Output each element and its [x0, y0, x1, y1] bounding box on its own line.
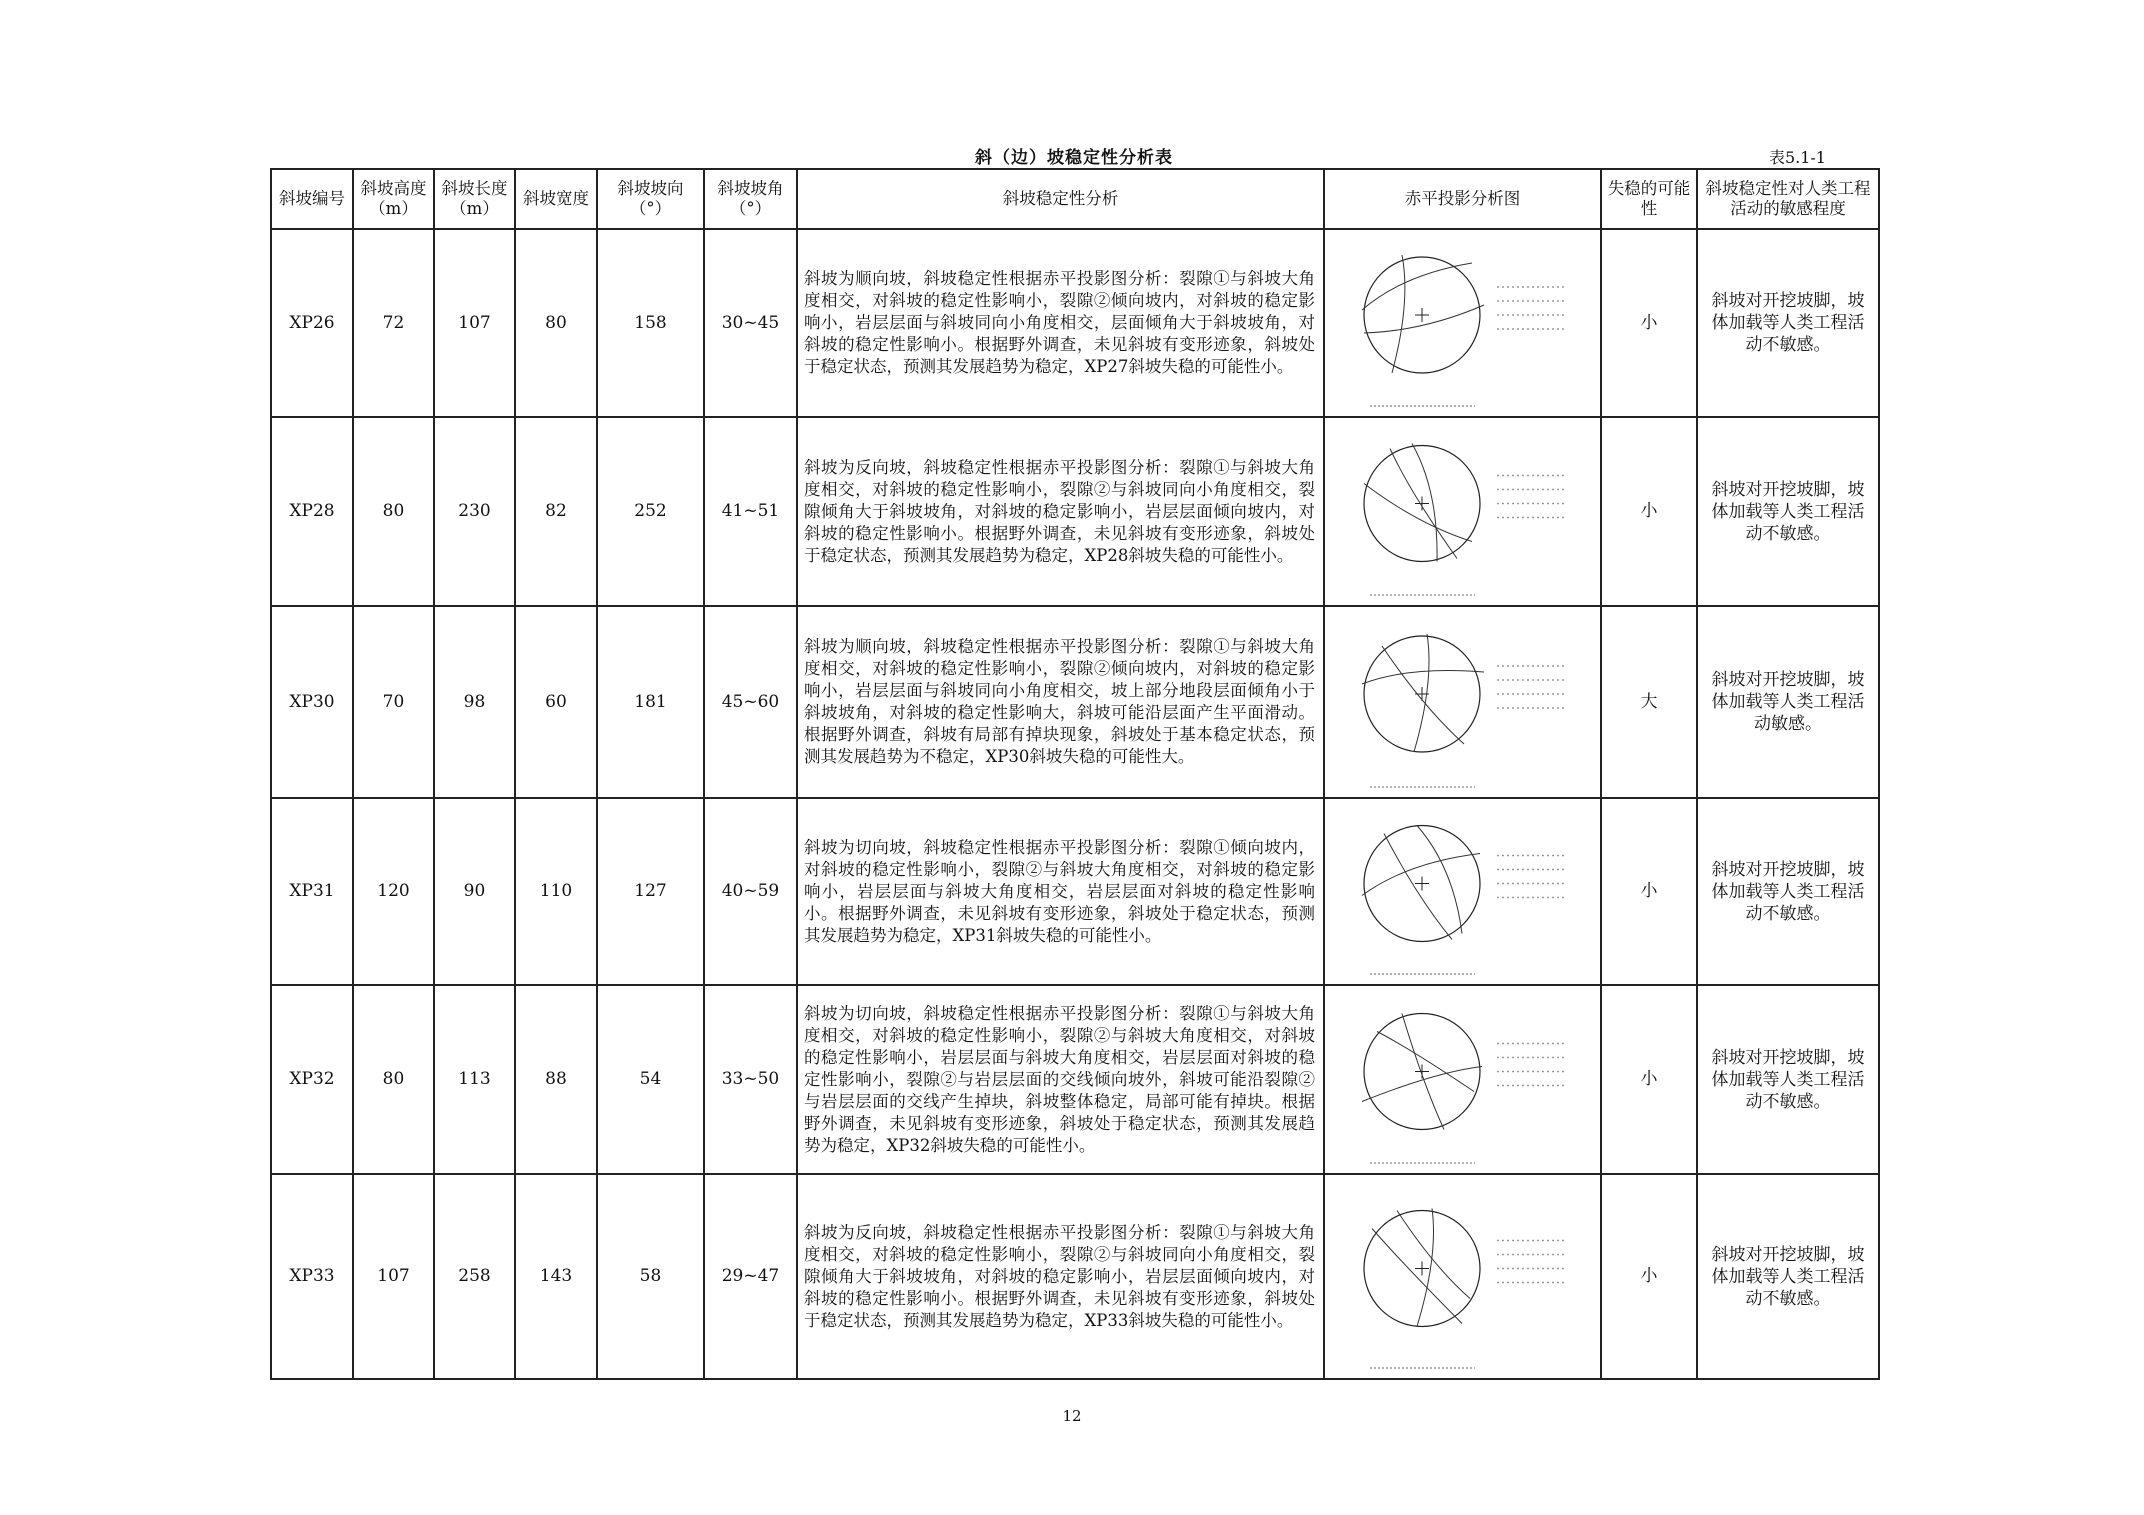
sensitivity-text: 斜坡对开挖坡脚，坡体加载等人类工程活动敏感。: [1697, 606, 1879, 798]
header-aspect: 斜坡坡向（°）: [597, 169, 704, 229]
slope-angle: 29~47: [704, 1174, 797, 1379]
stereonet-svg: [1325, 986, 1601, 1173]
table-row: [271, 798, 1879, 985]
failure-possibility: 小: [1601, 798, 1697, 985]
slope-id: XP32: [271, 985, 353, 1174]
slope-angle: 41~51: [704, 417, 797, 606]
slope-height: 107: [353, 1174, 434, 1379]
stability-analysis: 斜坡为反向坡，斜坡稳定性根据赤平投影图分析：裂隙①与斜坡大角度相交，对斜坡的稳定性影响小，裂隙②与斜坡同向小角度相交，裂隙倾角大于斜坡坡角，对斜坡的稳定影响小，岩层层面倾向坡内，对斜坡的稳定性影响小。根据野外调查，未见斜坡有变形迹象，斜坡处于稳定状态，预测其发展趋势为稳定，XP33斜坡失稳的可能性小。: [797, 1174, 1324, 1379]
slope-stability-table: [270, 168, 1880, 1380]
slope-height: 70: [353, 606, 434, 798]
stability-analysis: 斜坡为顺向坡，斜坡稳定性根据赤平投影图分析：裂隙①与斜坡大角度相交，对斜坡的稳定性影响小，裂隙②倾向坡内，对斜坡的稳定影响小，岩层层面与斜坡同向小角度相交，层面倾角大于斜坡坡角，对斜坡的稳定性影响小。根据野外调查，未见斜坡有变形迹象，斜坡处于稳定状态，预测其发展趋势为稳定，XP27斜坡失稳的可能性小。: [797, 229, 1324, 417]
header-possibility: 失稳的可能性: [1601, 169, 1697, 229]
stereonet-svg: [1325, 1175, 1601, 1378]
slope-aspect: 58: [597, 1174, 704, 1379]
great-circle: [1382, 646, 1464, 744]
great-circle: [1362, 671, 1484, 685]
header-slope-id: 斜坡编号: [271, 169, 353, 229]
slope-height: 80: [353, 985, 434, 1174]
great-circle: [1377, 1032, 1474, 1092]
sensitivity-text: 斜坡对开挖坡脚，坡体加载等人类工程活动不敏感。: [1697, 985, 1879, 1174]
header-width: 斜坡宽度: [515, 169, 597, 229]
table-row: [271, 1174, 1879, 1379]
slope-width: 60: [515, 606, 597, 798]
stability-analysis: 斜坡为反向坡，斜坡稳定性根据赤平投影图分析：裂隙①与斜坡大角度相交，对斜坡的稳定性影响小，裂隙②与斜坡同向小角度相交，裂隙倾角大于斜坡坡角，对斜坡的稳定影响小，岩层层面倾向坡内，对斜坡的稳定性影响小。根据野外调查，未见斜坡有变形迹象，斜坡处于稳定状态，预测其发展趋势为稳定，XP28斜坡失稳的可能性小。: [797, 417, 1324, 606]
stereonet-plot: [1324, 798, 1601, 985]
stereonet-svg: [1325, 607, 1601, 797]
slope-id: XP30: [271, 606, 353, 798]
header-sensitivity: 斜坡稳定性对人类工程活动的敏感程度: [1697, 169, 1879, 229]
slope-width: 88: [515, 985, 597, 1174]
header-length: 斜坡长度（m）: [434, 169, 515, 229]
slope-aspect: 252: [597, 417, 704, 606]
stereonet-svg: [1325, 230, 1601, 416]
slope-width: 143: [515, 1174, 597, 1379]
slope-width: 82: [515, 417, 597, 606]
slope-length: 113: [434, 985, 515, 1174]
failure-possibility: 小: [1601, 229, 1697, 417]
great-circle: [1362, 854, 1480, 896]
slope-aspect: 158: [597, 229, 704, 417]
slope-aspect: 127: [597, 798, 704, 985]
slope-angle: 45~60: [704, 606, 797, 798]
stereonet-plot: [1324, 606, 1601, 798]
slope-length: 107: [434, 229, 515, 417]
sensitivity-text: 斜坡对开挖坡脚，坡体加载等人类工程活动不敏感。: [1697, 798, 1879, 985]
header-angle: 斜坡坡角（°）: [704, 169, 797, 229]
slope-angle: 33~50: [704, 985, 797, 1174]
great-circle: [1412, 444, 1437, 562]
table-row: [271, 606, 1879, 798]
header-row: [271, 169, 1879, 229]
header-analysis: 斜坡稳定性分析: [797, 169, 1324, 229]
sensitivity-text: 斜坡对开挖坡脚，坡体加载等人类工程活动不敏感。: [1697, 229, 1879, 417]
slope-length: 98: [434, 606, 515, 798]
stereonet-plot: [1324, 1174, 1601, 1379]
slope-height: 72: [353, 229, 434, 417]
table-row: [271, 229, 1879, 417]
stereonet-svg: [1325, 418, 1601, 605]
slope-width: 110: [515, 798, 597, 985]
great-circle: [1364, 305, 1484, 333]
table-number: 表5.1-1: [1768, 148, 1826, 167]
stereonet-plot: [1324, 417, 1601, 606]
great-circle: [1384, 834, 1452, 940]
slope-id: XP31: [271, 798, 353, 985]
failure-possibility: 大: [1601, 606, 1697, 798]
slope-length: 90: [434, 798, 515, 985]
great-circle: [1372, 1229, 1462, 1324]
slope-height: 120: [353, 798, 434, 985]
great-circle: [1417, 826, 1462, 934]
table-title: 斜（边）坡稳定性分析表: [975, 148, 1173, 168]
stability-analysis: 斜坡为切向坡，斜坡稳定性根据赤平投影图分析：裂隙①倾向坡内，对斜坡的稳定性影响小，裂隙②与斜坡大角度相交，对斜坡的稳定影响小，岩层层面与斜坡大角度相交，岩层层面对斜坡的稳定性影响小。根据野外调查，未见斜坡有变形迹象，斜坡处于稳定状态，预测其发展趋势为稳定，XP31斜坡失稳的可能性小。: [797, 798, 1324, 985]
slope-angle: 30~45: [704, 229, 797, 417]
failure-possibility: 小: [1601, 1174, 1697, 1379]
slope-length: 258: [434, 1174, 515, 1379]
great-circle: [1417, 1209, 1434, 1327]
stereonet-plot: [1324, 985, 1601, 1174]
sensitivity-text: 斜坡对开挖坡脚，坡体加载等人类工程活动不敏感。: [1697, 1174, 1879, 1379]
slope-height: 80: [353, 417, 434, 606]
stability-analysis: 斜坡为切向坡，斜坡稳定性根据赤平投影图分析：裂隙①与斜坡大角度相交，对斜坡的稳定性影响小，裂隙②与斜坡大角度相交，对斜坡的稳定性影响小，岩层层面与斜坡大角度相交，岩层层面对斜坡的稳定性影响小，裂隙②与岩层层面的交线倾向坡外，斜坡可能沿裂隙②与岩层层面的交线产生掉块，斜坡整体稳定，局部可能有掉块。根据野外调查，未见斜坡有变形迹象，斜坡处于稳定状态，预测其发展趋势为稳定，XP32斜坡失稳的可能性小。: [797, 985, 1324, 1174]
great-circle: [1392, 255, 1405, 373]
failure-possibility: 小: [1601, 985, 1697, 1174]
slope-length: 230: [434, 417, 515, 606]
slope-aspect: 54: [597, 985, 704, 1174]
slope-aspect: 181: [597, 606, 704, 798]
header-height: 斜坡高度（m）: [353, 169, 434, 229]
failure-possibility: 小: [1601, 417, 1697, 606]
slope-angle: 40~59: [704, 798, 797, 985]
great-circle: [1362, 263, 1472, 310]
slope-width: 80: [515, 229, 597, 417]
table-row: [271, 985, 1879, 1174]
slope-id: XP33: [271, 1174, 353, 1379]
table-row: [271, 417, 1879, 606]
slope-id: XP28: [271, 417, 353, 606]
header-stereo: 赤平投影分析图: [1324, 169, 1601, 229]
slope-id: XP26: [271, 229, 353, 417]
page-number: 12: [1062, 1407, 1082, 1425]
stereonet-svg: [1325, 799, 1601, 984]
sensitivity-text: 斜坡对开挖坡脚，坡体加载等人类工程活动不敏感。: [1697, 417, 1879, 606]
stability-analysis: 斜坡为顺向坡，斜坡稳定性根据赤平投影图分析：裂隙①与斜坡大角度相交，对斜坡的稳定性影响小，裂隙②倾向坡内，对斜坡的稳定影响小，岩层层面与斜坡同向小角度相交，坡上部分地段层面倾角小于斜坡坡角，对斜坡的稳定性影响大，斜坡可能沿层面产生平面滑动。根据野外调查，斜坡有局部有掉块现象，斜坡处于基本稳定状态，预测其发展趋势为不稳定，XP30斜坡失稳的可能性大。: [797, 606, 1324, 798]
great-circle: [1364, 484, 1472, 542]
stereonet-plot: [1324, 229, 1601, 417]
